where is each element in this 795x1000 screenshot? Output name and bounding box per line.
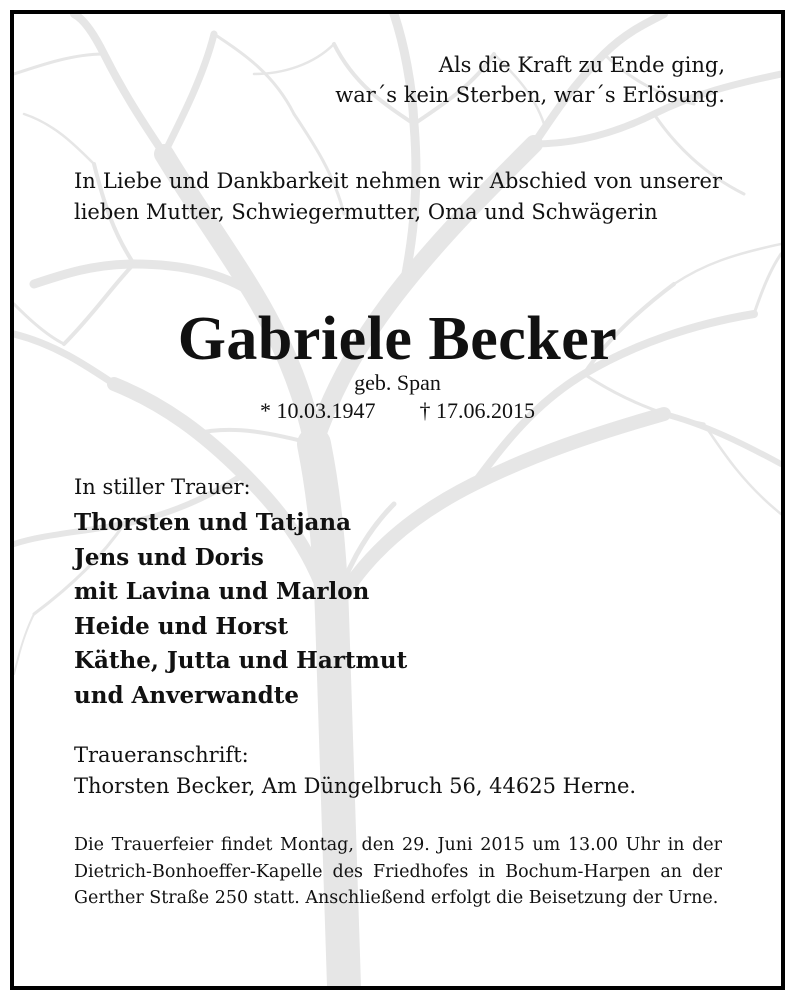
address-label: Traueranschrift: xyxy=(74,743,249,767)
intro-text: In Liebe und Dankbarkeit nehmen wir Abschied von unserer lieben Mutter, Schwiegermutter, Oma und Schwägerin xyxy=(74,169,722,224)
mourner-entry: Heide und Horst xyxy=(74,612,289,640)
mourner-entry: und Anverwandte xyxy=(74,681,299,709)
obituary-content xyxy=(14,14,781,986)
address-value: Thorsten Becker, Am Düngelbruch 56, 44625 Herne. xyxy=(74,774,637,798)
mourners-list xyxy=(74,506,407,713)
mourner-entry: mit Lavina und Marlon xyxy=(74,578,370,605)
obituary-frame xyxy=(10,10,785,990)
birth-date: * 10.03.1947 xyxy=(260,398,376,423)
death-date: † 17.06.2015 xyxy=(419,398,535,423)
mourner-entry: Jens und Doris xyxy=(74,543,264,571)
mourner-entry: Käthe, Jutta und Hartmut xyxy=(74,647,408,674)
life-dates xyxy=(14,397,781,425)
mourner-entry: Thorsten und Tatjana xyxy=(74,509,352,536)
motto xyxy=(335,50,725,110)
address-block xyxy=(74,740,636,802)
mourners-label: In stiller Trauer: xyxy=(74,475,251,499)
motto-line-2: war´s kein Sterben, war´s Erlösung. xyxy=(335,83,725,107)
deceased-name: Gabriele Becker xyxy=(177,305,618,373)
ceremony-text: Die Trauerfeier findet Montag, den 29. Juni 2015 um 13.00 Uhr in der Dietrich-Bonhoeffer-Kapelle des Friedhofes in Bochum-Harpen an der Gerther Straße 250 statt. Anschließend erfolgt die Beisetzung der Urne. xyxy=(74,835,722,908)
motto-line-1: Als die Kraft zu Ende ging, xyxy=(438,53,725,77)
maiden-name: geb. Span xyxy=(354,370,441,395)
